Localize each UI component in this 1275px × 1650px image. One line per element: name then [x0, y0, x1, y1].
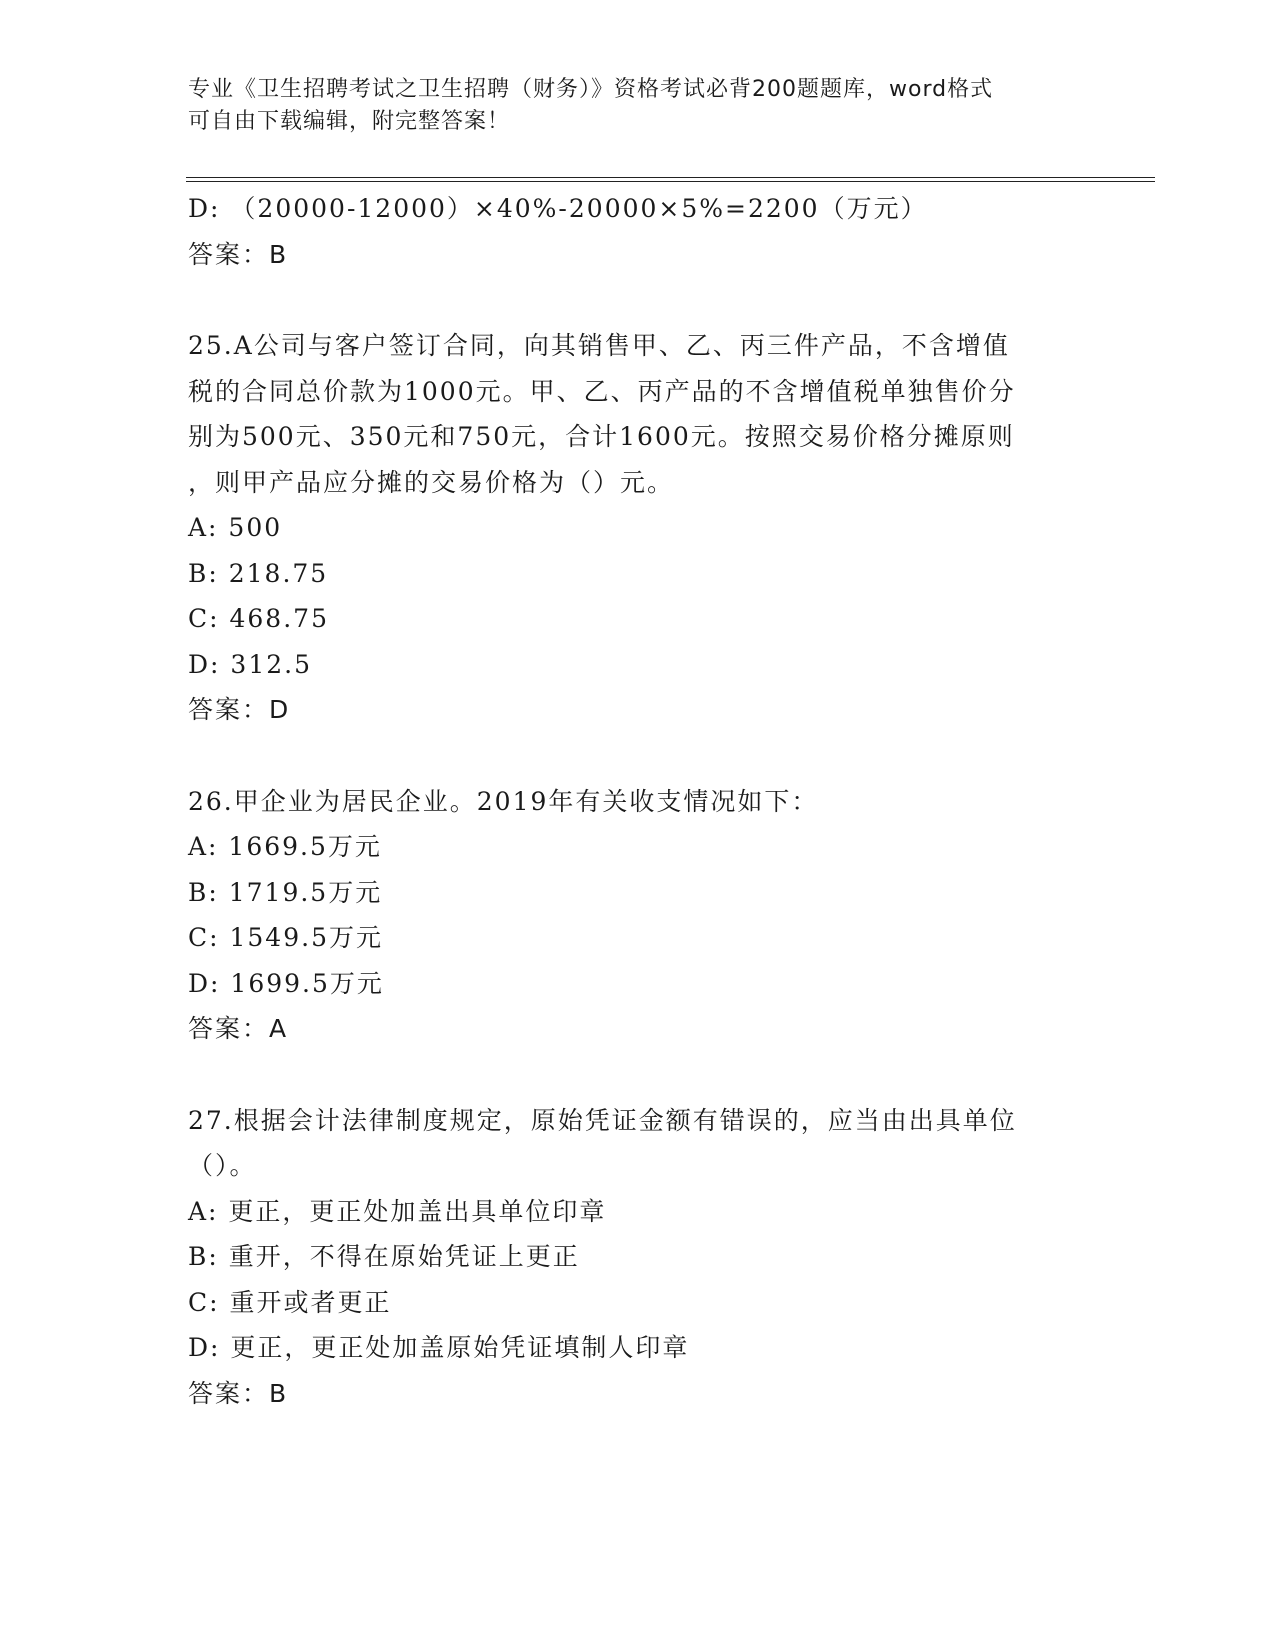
previous-question-tail [188, 186, 1088, 277]
option-a: A: 500 [188, 513, 283, 542]
document-header [188, 74, 1088, 138]
option-d: D: （20000-12000）×40%-20000×5%=2200（万元） [188, 194, 928, 223]
question-stem-line: 税的合同总价款为1000元。甲、乙、丙产品的不含增值税单独售价分 [188, 376, 1016, 406]
question-stem-line: 别为500元、350元和750元，合计1600元。按照交易价格分摊原则 [188, 422, 1015, 451]
option-a: A: 1669.5万元 [188, 832, 382, 861]
question-stem-line: 27.根据会计法律制度规定，原始凭证金额有错误的，应当由出具单位 [188, 1105, 1017, 1135]
header-rule-top [186, 177, 1155, 178]
question-26 [188, 779, 1088, 1052]
question-25 [188, 323, 1088, 733]
spacer [188, 277, 1088, 323]
question-stem-line: （）。 [188, 1151, 257, 1180]
question-27 [188, 1098, 1088, 1417]
option-d: D: 更正，更正处加盖原始凭证填制人印章 [188, 1333, 690, 1362]
question-stem-line: ，则甲产品应分摊的交易价格为（）元。 [188, 467, 675, 497]
question-stem-line: 26.甲企业为居民企业。2019年有关收支情况如下： [188, 786, 819, 816]
option-b: B: 1719.5万元 [188, 877, 383, 907]
question-stem-line: 25.A公司与客户签订合同，向其销售甲、乙、丙三件产品，不含增值 [188, 331, 1010, 360]
header-line-1: 专业《卫生招聘考试之卫生招聘（财务）》资格考试必背200题题库，word格式 [188, 77, 994, 102]
document-body [188, 186, 1088, 1416]
option-b: B: 重开，不得在原始凭证上更正 [188, 1242, 580, 1271]
option-d: D: 1699.5万元 [188, 968, 384, 998]
option-d: D: 312.5 [188, 649, 312, 679]
answer-line: 答案：B [188, 1378, 289, 1408]
header-rule-bottom [186, 181, 1155, 182]
answer-line: 答案：D [188, 695, 291, 724]
answer-line: 答案：B [188, 239, 289, 269]
option-c: C: 1549.5万元 [188, 923, 383, 952]
option-c: C: 468.75 [188, 604, 329, 633]
answer-line: 答案：A [188, 1014, 289, 1043]
option-b: B: 218.75 [188, 558, 329, 588]
spacer [188, 1052, 1088, 1098]
header-line-2: 可自由下载编辑，附完整答案！ [188, 109, 511, 134]
spacer [188, 733, 1088, 779]
option-a: A: 更正，更正处加盖出具单位印章 [188, 1196, 607, 1226]
option-c: C: 重开或者更正 [188, 1287, 392, 1317]
